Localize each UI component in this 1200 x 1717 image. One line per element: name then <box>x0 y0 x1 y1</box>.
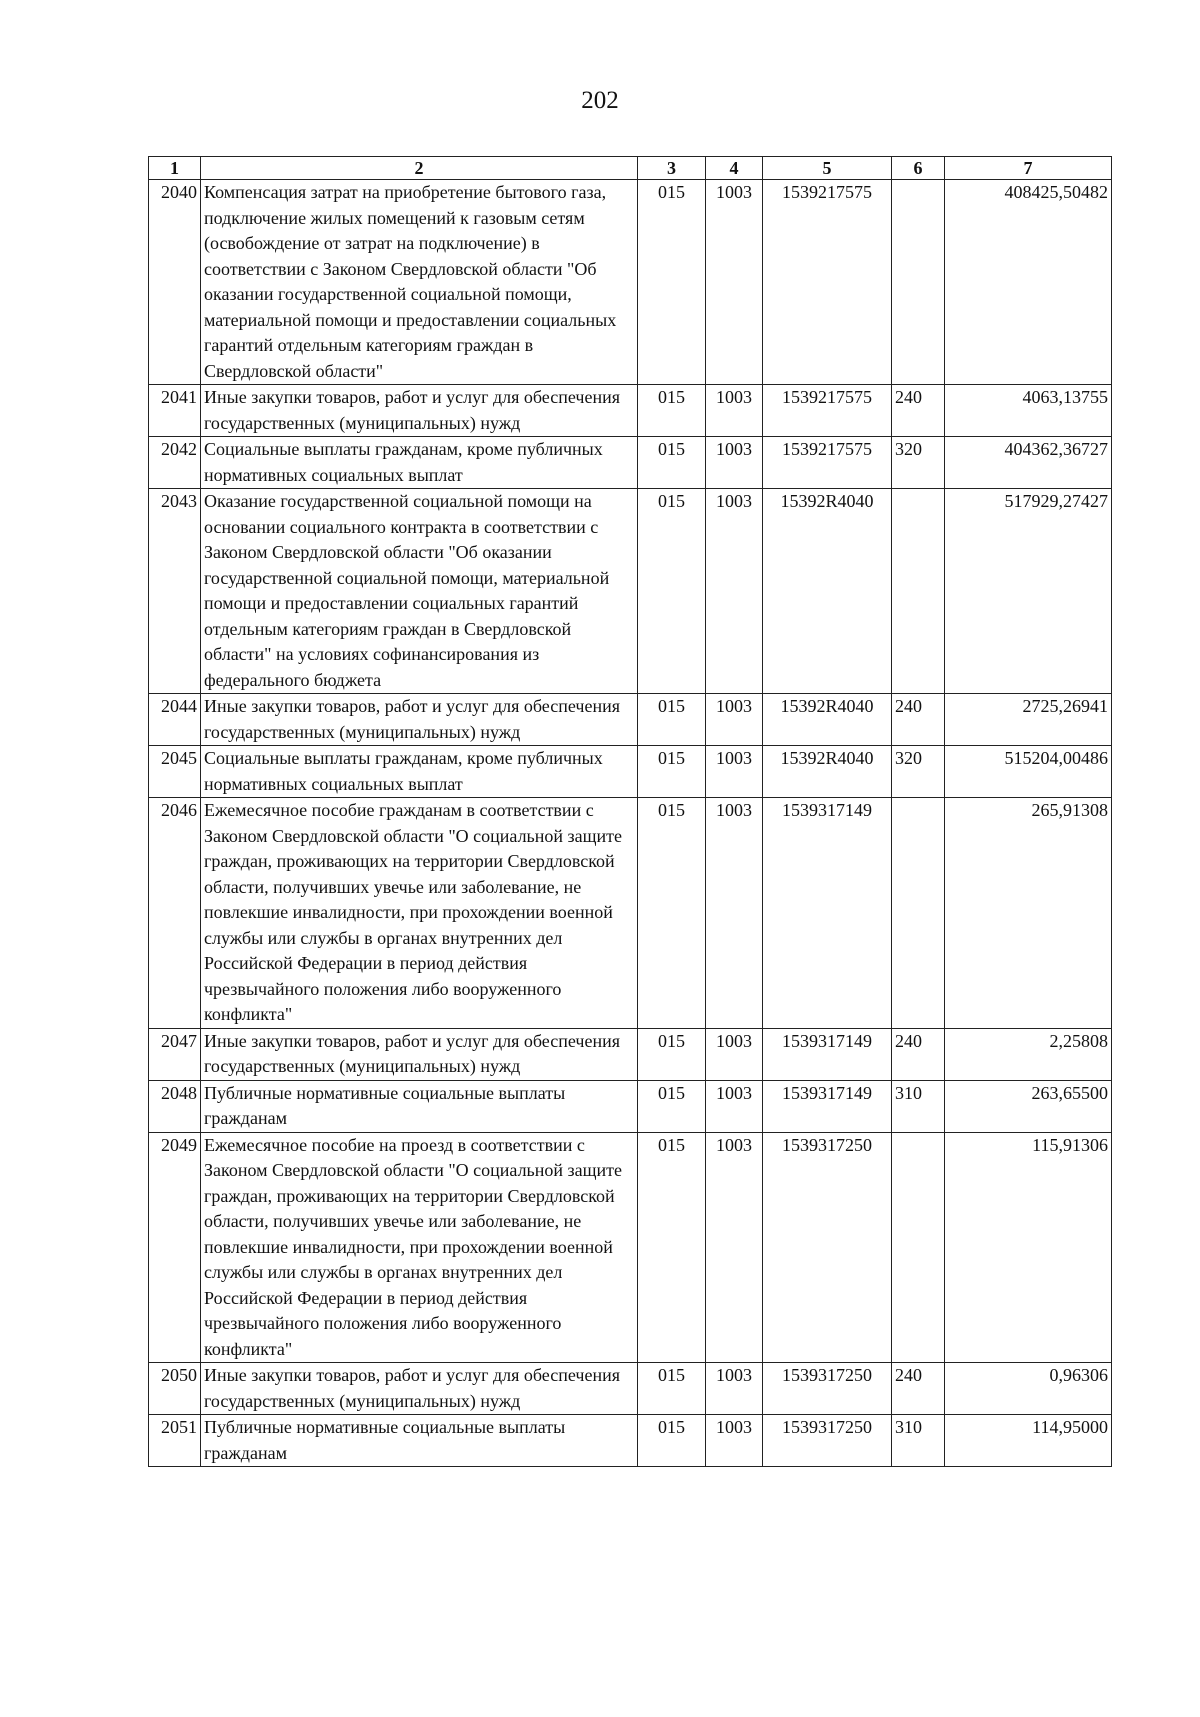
row-amount: 515204,00486 <box>945 746 1112 798</box>
row-code-5: 1539317250 <box>763 1132 892 1363</box>
row-code-5: 1539317149 <box>763 1028 892 1080</box>
row-code-4: 1003 <box>706 1028 763 1080</box>
row-code-3: 015 <box>638 1080 706 1132</box>
row-code-6: 240 <box>892 385 945 437</box>
row-code-4: 1003 <box>706 1415 763 1467</box>
row-amount: 0,96306 <box>945 1363 1112 1415</box>
table-row <box>149 694 1112 746</box>
row-name: Социальные выплаты гражданам, кроме публичных нормативных социальных выплат <box>201 746 638 798</box>
table-row <box>149 1415 1112 1467</box>
row-code-6: 240 <box>892 694 945 746</box>
header-col-4: 4 <box>706 157 763 180</box>
row-code-4: 1003 <box>706 1132 763 1363</box>
row-amount: 517929,27427 <box>945 489 1112 694</box>
row-code-4: 1003 <box>706 437 763 489</box>
row-code-6: 240 <box>892 1028 945 1080</box>
table-header-row <box>149 157 1112 180</box>
row-number: 2042 <box>149 437 201 489</box>
row-name: Публичные нормативные социальные выплаты гражданам <box>201 1080 638 1132</box>
row-number: 2040 <box>149 180 201 385</box>
table-row <box>149 1080 1112 1132</box>
row-name: Компенсация затрат на приобретение бытового газа, подключение жилых помещений к газовым сетям (освобождение от затрат на подключение) в соответствии с Законом Свердловской области "Об оказании государственной социальной помощи, материальной помощи и предоставлении социальных гарантий отдельным категориям граждан в Свердловской области" <box>201 180 638 385</box>
row-code-4: 1003 <box>706 1363 763 1415</box>
row-code-5: 1539317149 <box>763 1080 892 1132</box>
row-number: 2045 <box>149 746 201 798</box>
row-name: Социальные выплаты гражданам, кроме публичных нормативных социальных выплат <box>201 437 638 489</box>
header-col-5: 5 <box>763 157 892 180</box>
table-row <box>149 1028 1112 1080</box>
row-code-3: 015 <box>638 1028 706 1080</box>
row-amount: 2,25808 <box>945 1028 1112 1080</box>
row-code-5: 15392R4040 <box>763 694 892 746</box>
row-code-4: 1003 <box>706 694 763 746</box>
row-code-5: 1539317149 <box>763 798 892 1029</box>
row-number: 2048 <box>149 1080 201 1132</box>
row-code-6: 310 <box>892 1080 945 1132</box>
row-code-5: 15392R4040 <box>763 746 892 798</box>
row-code-3: 015 <box>638 385 706 437</box>
table-row <box>149 798 1112 1029</box>
row-code-6 <box>892 180 945 385</box>
row-amount: 115,91306 <box>945 1132 1112 1363</box>
row-name: Ежемесячное пособие на проезд в соответствии с Законом Свердловской области "О социальной защите граждан, проживающих на территории Свердловской области, получивших увечье или заболевание, не повлекшие инвалидности, при прохождении военной службы или службы в органах внутренних дел Российской Федерации в период действия чрезвычайного положения либо вооруженного конфликта" <box>201 1132 638 1363</box>
row-code-4: 1003 <box>706 746 763 798</box>
row-code-6 <box>892 489 945 694</box>
row-name: Оказание государственной социальной помощи на основании социального контракта в соответствии с Законом Свердловской области "Об оказании государственной социальной помощи, материальной помощи и предоставлении социальных гарантий отдельным категориям граждан в Свердловской области" на условиях софинансирования из федерального бюджета <box>201 489 638 694</box>
row-number: 2047 <box>149 1028 201 1080</box>
table-row <box>149 489 1112 694</box>
row-name: Иные закупки товаров, работ и услуг для обеспечения государственных (муниципальных) нужд <box>201 1363 638 1415</box>
header-col-1: 1 <box>149 157 201 180</box>
row-amount: 4063,13755 <box>945 385 1112 437</box>
row-amount: 265,91308 <box>945 798 1112 1029</box>
row-code-3: 015 <box>638 746 706 798</box>
row-code-4: 1003 <box>706 489 763 694</box>
row-code-3: 015 <box>638 489 706 694</box>
row-amount: 263,65500 <box>945 1080 1112 1132</box>
row-number: 2051 <box>149 1415 201 1467</box>
row-code-6: 320 <box>892 437 945 489</box>
row-code-4: 1003 <box>706 798 763 1029</box>
row-code-4: 1003 <box>706 385 763 437</box>
row-number: 2049 <box>149 1132 201 1363</box>
header-col-7: 7 <box>945 157 1112 180</box>
row-code-3: 015 <box>638 437 706 489</box>
row-code-5: 1539217575 <box>763 437 892 489</box>
row-code-5: 15392R4040 <box>763 489 892 694</box>
page-number: 202 <box>581 87 619 114</box>
row-name: Иные закупки товаров, работ и услуг для обеспечения государственных (муниципальных) нужд <box>201 694 638 746</box>
row-code-4: 1003 <box>706 1080 763 1132</box>
table-row <box>149 385 1112 437</box>
row-code-5: 1539317250 <box>763 1363 892 1415</box>
header-col-6: 6 <box>892 157 945 180</box>
budget-table <box>148 156 1112 1467</box>
table-row <box>149 746 1112 798</box>
row-code-3: 015 <box>638 180 706 385</box>
row-amount: 2725,26941 <box>945 694 1112 746</box>
row-code-3: 015 <box>638 798 706 1029</box>
row-number: 2050 <box>149 1363 201 1415</box>
row-number: 2044 <box>149 694 201 746</box>
table-row <box>149 1132 1112 1363</box>
row-name: Ежемесячное пособие гражданам в соответствии с Законом Свердловской области "О социальной защите граждан, проживающих на территории Свердловской области, получивших увечье или заболевание, не повлекшие инвалидности, при прохождении военной службы или службы в органах внутренних дел Российской Федерации в период действия чрезвычайного положения либо вооруженного конфликта" <box>201 798 638 1029</box>
row-name: Иные закупки товаров, работ и услуг для обеспечения государственных (муниципальных) нужд <box>201 1028 638 1080</box>
header-col-2: 2 <box>201 157 638 180</box>
row-code-3: 015 <box>638 694 706 746</box>
row-name: Публичные нормативные социальные выплаты гражданам <box>201 1415 638 1467</box>
row-amount: 408425,50482 <box>945 180 1112 385</box>
row-code-6: 320 <box>892 746 945 798</box>
row-amount: 114,95000 <box>945 1415 1112 1467</box>
row-code-4: 1003 <box>706 180 763 385</box>
row-amount: 404362,36727 <box>945 437 1112 489</box>
row-number: 2046 <box>149 798 201 1029</box>
row-code-3: 015 <box>638 1415 706 1467</box>
row-code-6 <box>892 798 945 1029</box>
row-code-5: 1539217575 <box>763 385 892 437</box>
row-number: 2043 <box>149 489 201 694</box>
row-name: Иные закупки товаров, работ и услуг для обеспечения государственных (муниципальных) нужд <box>201 385 638 437</box>
row-code-6 <box>892 1132 945 1363</box>
row-code-3: 015 <box>638 1132 706 1363</box>
header-col-3: 3 <box>638 157 706 180</box>
row-code-5: 1539217575 <box>763 180 892 385</box>
row-code-6: 240 <box>892 1363 945 1415</box>
row-number: 2041 <box>149 385 201 437</box>
table-row <box>149 1363 1112 1415</box>
row-code-3: 015 <box>638 1363 706 1415</box>
row-code-5: 1539317250 <box>763 1415 892 1467</box>
row-code-6: 310 <box>892 1415 945 1467</box>
table-row <box>149 437 1112 489</box>
table-row <box>149 180 1112 385</box>
